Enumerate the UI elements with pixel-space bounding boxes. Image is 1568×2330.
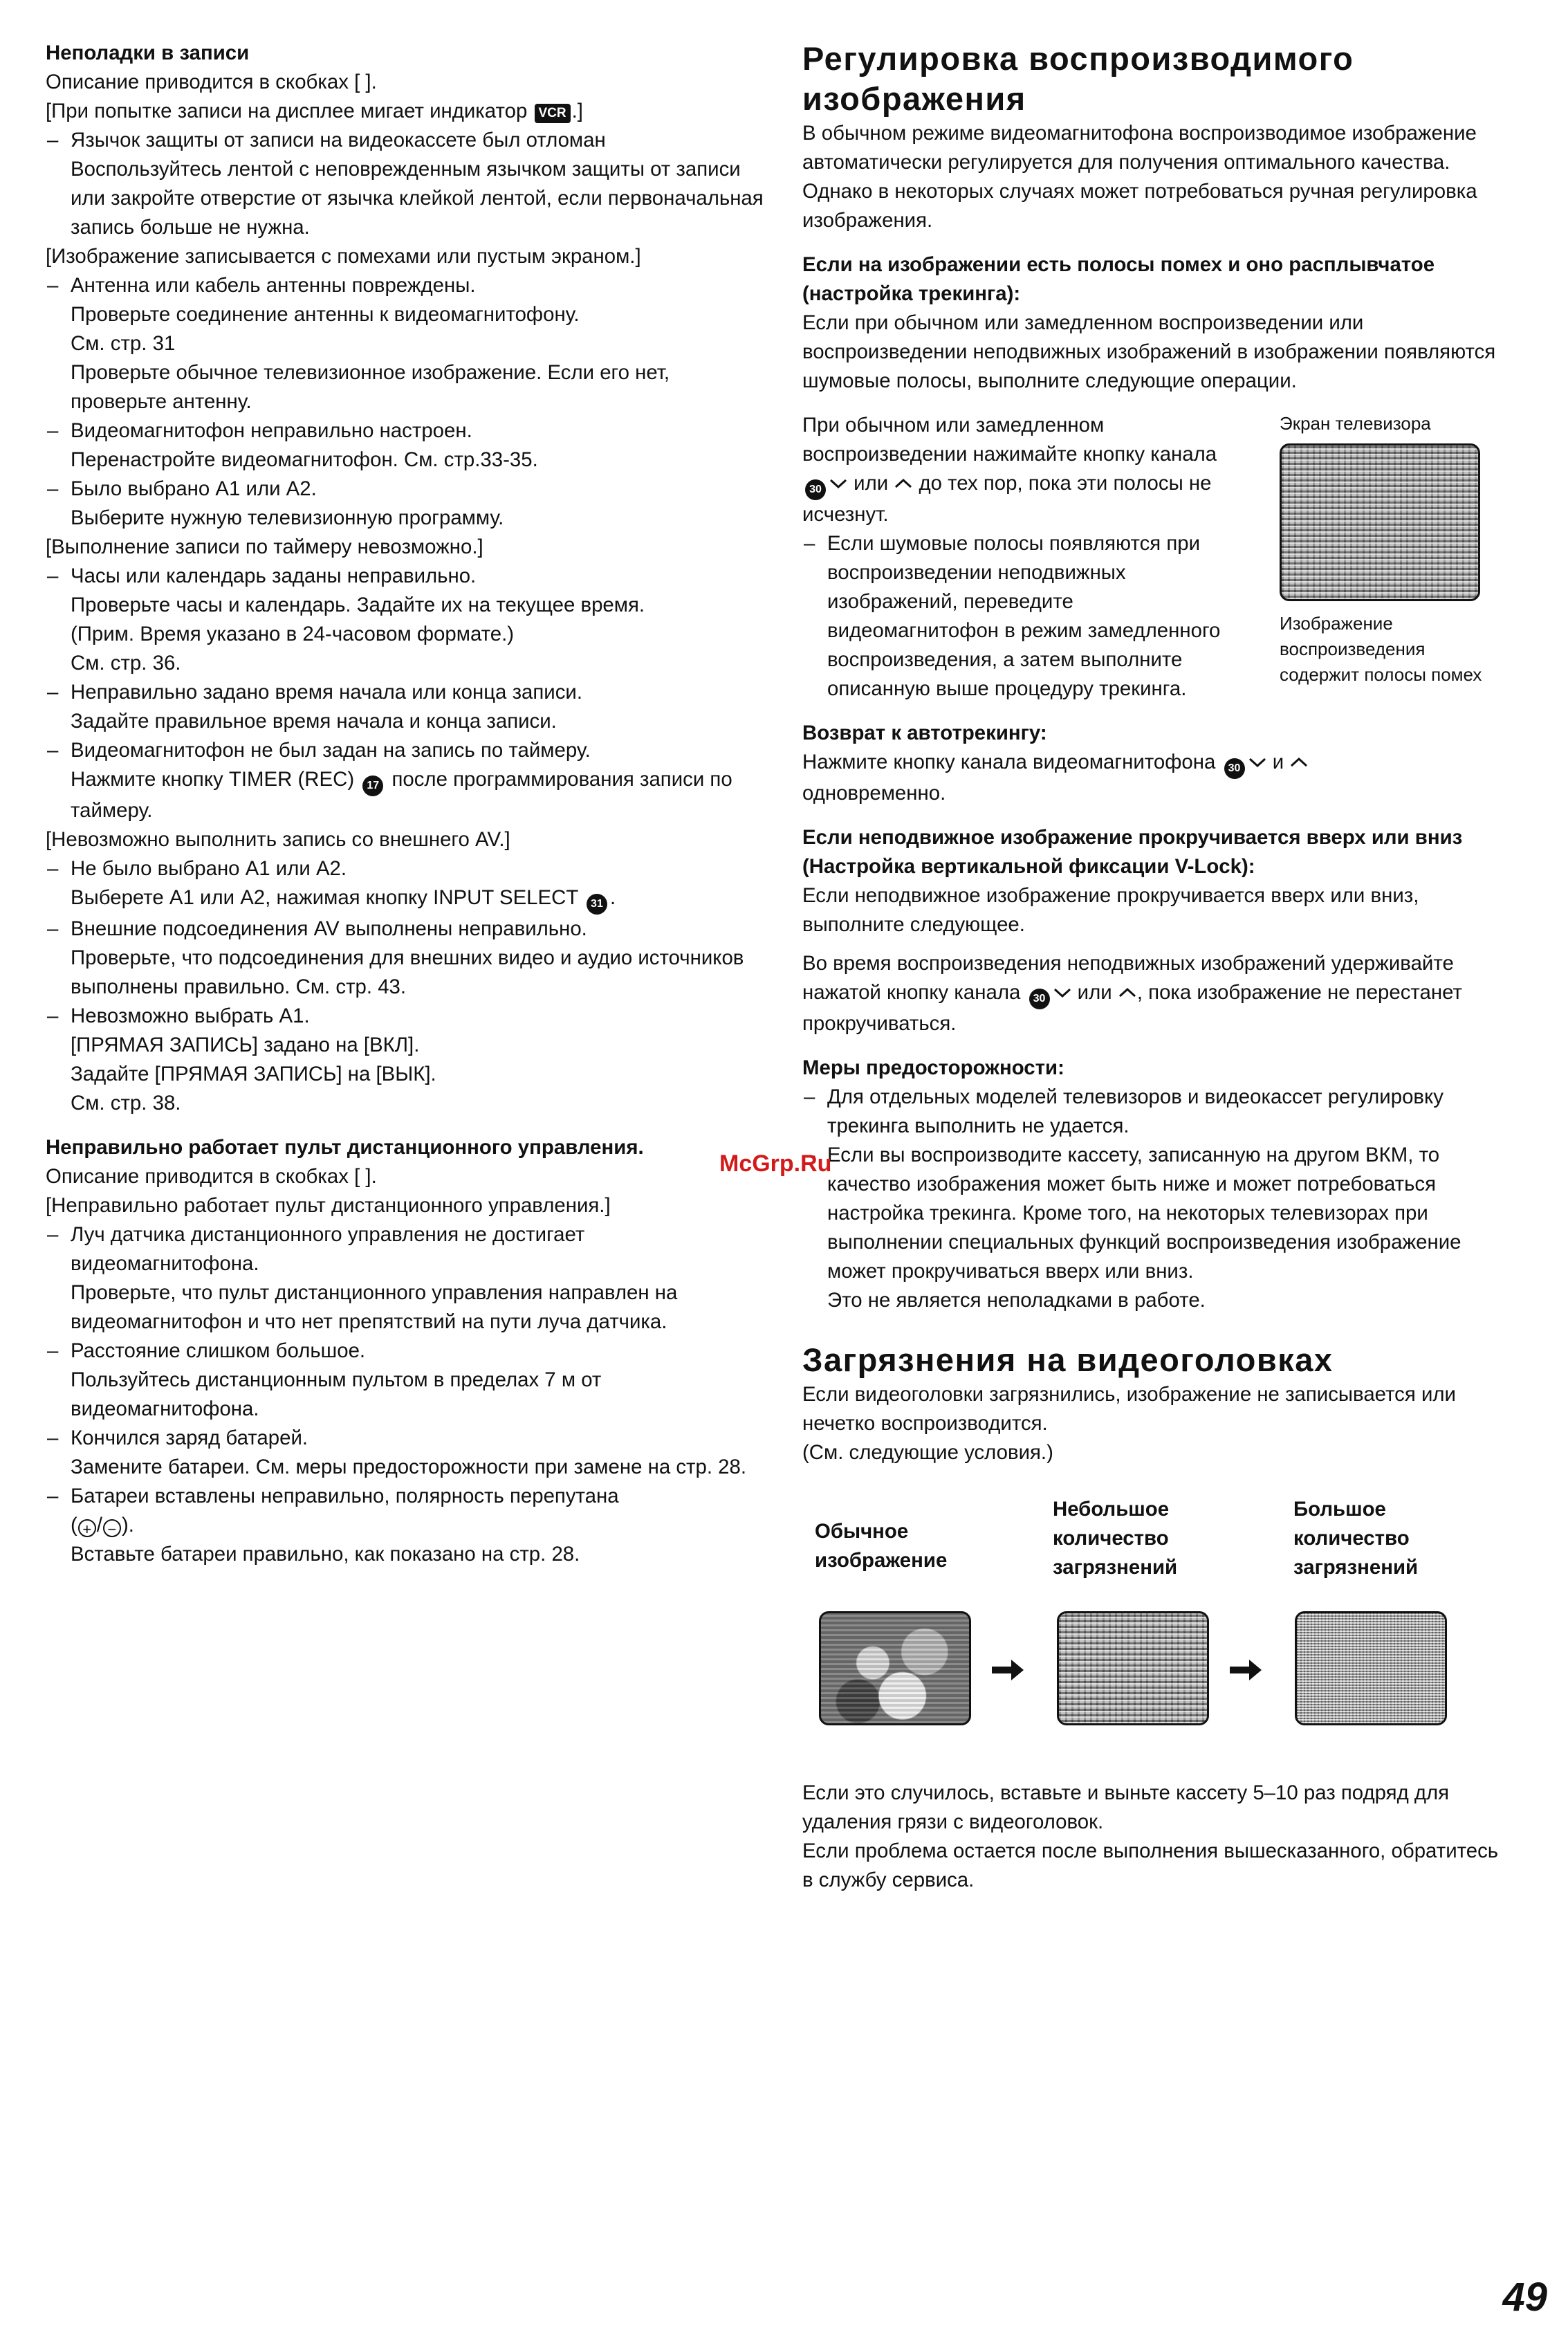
list-item-solution: Воспользуйтесь лентой с неповрежденным язычком защиты от записи или закройте отверстие от язычка клейкой лентой, если первоначальная запись больше не нужна.: [71, 158, 764, 239]
intro-paragraph: В обычном режиме видеомагнитофона воспроизводимое изображение автоматически регулируется для получения оптимального качества. Однако в некоторых случаях может потребоваться ручная регулировка изображения.: [802, 122, 1477, 232]
heavy-dirt-picture-image: [1295, 1611, 1447, 1725]
button-number-icon: 31: [587, 894, 607, 915]
channel-button-icon: 30: [1029, 989, 1050, 1009]
tv-screen-figure: [1280, 411, 1508, 688]
list-item: – Расстояние слишком большое.: [46, 1337, 765, 1366]
list-item: – Внешние подсоединения AV выполнены неправильно.: [46, 915, 765, 944]
image-label-normal: Обычное изображение: [815, 1520, 948, 1572]
channel-button-icon: 30: [805, 479, 826, 500]
list-item: – Было выбрано А1 или А2.: [46, 475, 765, 504]
chevron-up-icon: [1118, 987, 1137, 999]
chevron-down-icon: [1053, 987, 1072, 999]
list-item-solution: Вставьте батареи правильно, как показано на стр. 28.: [71, 1543, 580, 1566]
left-column: [46, 39, 765, 1569]
arrow-right-icon: [1228, 1658, 1263, 1682]
list-item-solution: См. стр. 31: [71, 332, 176, 355]
list-item: – Видеомагнитофон неправильно настроен.: [46, 416, 765, 446]
page-number: 49: [1502, 2275, 1547, 2320]
arrow-right-icon: [990, 1658, 1025, 1682]
vcr-indicator-icon: VCR: [535, 104, 571, 123]
group-heading: [При попытке записи на дисплее мигает индикатор VCR .]: [46, 100, 583, 122]
list-item: – Батареи вставлены неправильно, полярность перепутана: [46, 1482, 765, 1511]
light-dirt-picture-image: [1057, 1611, 1209, 1725]
chevron-up-icon: [894, 477, 913, 490]
chevron-down-icon: [1248, 756, 1267, 769]
image-label-light-dirt: Небольшое количество загрязнений: [1053, 1498, 1178, 1579]
list-item-solution: Пользуйтесь дистанционным пультом в пределах 7 м от видеомагнитофона.: [71, 1368, 602, 1420]
chevron-up-icon: [1289, 756, 1309, 769]
list-item-solution: См. стр. 38.: [71, 1092, 181, 1114]
heads-comparison: [802, 1495, 1501, 1758]
list-item-solution: Проверьте обычное телевизионное изображение. Если его нет, проверьте антенну.: [71, 361, 670, 413]
group-heading: [Неправильно работает пульт дистанционного управления.]: [46, 1194, 611, 1217]
list-item-solution: Проверьте соединение антенны к видеомагнитофону.: [71, 303, 580, 326]
list-item-solution: [ПРЯМАЯ ЗАПИСЬ] задано на [ВКЛ].: [71, 1034, 420, 1056]
list-item: – Часы или календарь заданы неправильно.: [46, 562, 765, 591]
list-item: – Луч датчика дистанционного управления не достигает видеомагнитофона.: [46, 1220, 765, 1278]
minus-icon: −: [103, 1519, 121, 1537]
group-heading: [Выполнение записи по таймеру невозможно.]: [46, 535, 483, 558]
polarity-note: ( + / − ).: [71, 1514, 134, 1538]
tv-caption: Изображение воспроизведения содержит полосы помех: [1280, 613, 1482, 685]
list-item-solution: Проверьте, что подсоединения для внешних видео и аудио источников выполнены правильно. См. стр. 43.: [71, 946, 744, 998]
button-number-icon: 17: [362, 776, 383, 796]
caution-note: Это не является неполадками в работе.: [827, 1289, 1206, 1312]
list-item: – Неправильно задано время начала или конца записи.: [46, 678, 765, 707]
tv-label: Экран телевизора: [1280, 413, 1431, 434]
list-item-solution: Проверьте часы и календарь. Задайте их на текущее время.: [71, 594, 645, 616]
tracking-instructions: [802, 411, 1245, 704]
heads-remedy: Если это случилось, вставьте и выньте кассету 5–10 раз подряд для удаления грязи с видеоголовок.: [802, 1781, 1450, 1833]
auto-tracking-step: Нажмите кнопку канала видеомагнитофона 30 и одновременно.: [802, 748, 1501, 808]
list-item-solution: Нажмите кнопку TIMER (REC) 17 после программирования записи по таймеру.: [71, 768, 732, 822]
vlock-body: Если неподвижное изображение прокручивается вверх или вниз, выполните следующее.: [802, 884, 1419, 936]
tracking-bullet: – Если шумовые полосы появляются при воспроизведении неподвижных изображений, переведите видеомагнитофон в режим замедленного воспроизведения, а затем выполните описанную выше процедуру трекинга.: [802, 529, 1245, 704]
list-item: – Видеомагнитофон не был задан на запись по таймеру.: [46, 736, 765, 765]
channel-button-icon: 30: [1224, 758, 1245, 779]
caution-heading: Меры предосторожности:: [802, 1056, 1064, 1079]
list-item: – Не было выбрано А1 или А2.: [46, 854, 765, 883]
list-item-solution: Выберите нужную телевизионную программу.: [71, 506, 504, 529]
watermark: McGrp.Ru: [719, 1150, 832, 1177]
list-item-solution: Задайте [ПРЯМАЯ ЗАПИСЬ] на [ВЫК].: [71, 1063, 436, 1085]
tv-screen-noise-image: [1280, 443, 1480, 601]
normal-picture-image: [819, 1611, 971, 1725]
description-note: Описание приводится в скобках [ ].: [46, 1165, 377, 1188]
heads-service: Если проблема остается после выполнения вышесказанного, обратитесь в службу сервиса.: [802, 1840, 1499, 1891]
tracking-body: Если при обычном или замедленном воспроизведении или воспроизведении неподвижных изображений в изображении появляются шумовые полосы, выполните следующие операции.: [802, 311, 1496, 392]
list-item-solution: Замените батареи. См. меры предосторожности при замене на стр. 28.: [71, 1456, 747, 1478]
auto-tracking-heading: Возврат к автотрекингу:: [802, 722, 1047, 744]
heads-body: Если видеоголовки загрязнились, изображение не записывается или нечетко воспроизводится.: [802, 1383, 1456, 1435]
vlock-subheading: (Настройка вертикальной фиксации V-Lock):: [802, 855, 1255, 878]
list-item-solution: См. стр. 36.: [71, 652, 181, 675]
list-item: – Невозможно выбрать А1.: [46, 1002, 765, 1031]
section-title-remote: Неправильно работает пульт дистанционного управления.: [46, 1136, 644, 1159]
image-label-heavy-dirt: Большое количество загрязнений: [1293, 1498, 1419, 1579]
tracking-step: При обычном или замедленном воспроизведении нажимайте кнопку канала 30 или до тех пор, пока эти полосы не исчезнут.: [802, 414, 1217, 526]
right-column: [802, 39, 1501, 1895]
list-item: – Язычок защиты от записи на видеокассете был отломан: [46, 126, 765, 155]
description-note: Описание приводится в скобках [ ].: [46, 71, 377, 93]
tracking-heading: Если на изображении есть полосы помех и оно расплывчатое (настройка трекинга):: [802, 253, 1435, 305]
caution-item: – Для отдельных моделей телевизоров и видеокассет регулировку трекинга выполнить не удается.: [802, 1083, 1501, 1141]
vlock-step: Во время воспроизведения неподвижных изображений удерживайте нажатой кнопку канала 30 или , пока изображение не перестанет прокручиваться.: [802, 952, 1462, 1035]
list-item-solution: Задайте правильное время начала и конца записи.: [71, 710, 557, 733]
section-title-heads: Загрязнения на видеоголовках: [802, 1341, 1334, 1378]
tracking-block: [802, 411, 1501, 704]
section-title-playback: Регулировка воспроизводимого изображения: [802, 40, 1354, 117]
list-item: – Кончился заряд батарей.: [46, 1424, 765, 1453]
group-heading: [Изображение записывается с помехами или пустым экраном.]: [46, 245, 641, 268]
group-heading: [Невозможно выполнить запись со внешнего AV.]: [46, 828, 510, 851]
vlock-heading: Если неподвижное изображение прокручивается вверх или вниз: [802, 826, 1463, 849]
chevron-down-icon: [829, 477, 848, 490]
list-item: – Антенна или кабель антенны повреждены.: [46, 271, 765, 300]
list-item-solution: (Прим. Время указано в 24-часовом формате.): [71, 623, 515, 645]
plus-icon: +: [78, 1519, 96, 1537]
caution-item: – Если вы воспроизводите кассету, записанную на другом ВКМ, то качество изображения может быть ниже и может потребоваться настройка трекинга. Кроме того, на некоторых телевизорах при выполнении специальных функций воспроизведения изображение может прокручиваться вверх или вниз.: [802, 1141, 1501, 1286]
list-item-solution: Выберете А1 или А2, нажимая кнопку INPUT SELECT 31 .: [46, 883, 765, 915]
section-title-recording: Неполадки в записи: [46, 42, 250, 64]
heads-body-note: (См. следующие условия.): [802, 1441, 1053, 1464]
list-item-solution: Перенастройте видеомагнитофон. См. стр.33-35.: [71, 448, 538, 471]
list-item-solution: Проверьте, что пульт дистанционного управления направлен на видеомагнитофон и что нет препятствий на пути луча датчика.: [71, 1281, 678, 1333]
